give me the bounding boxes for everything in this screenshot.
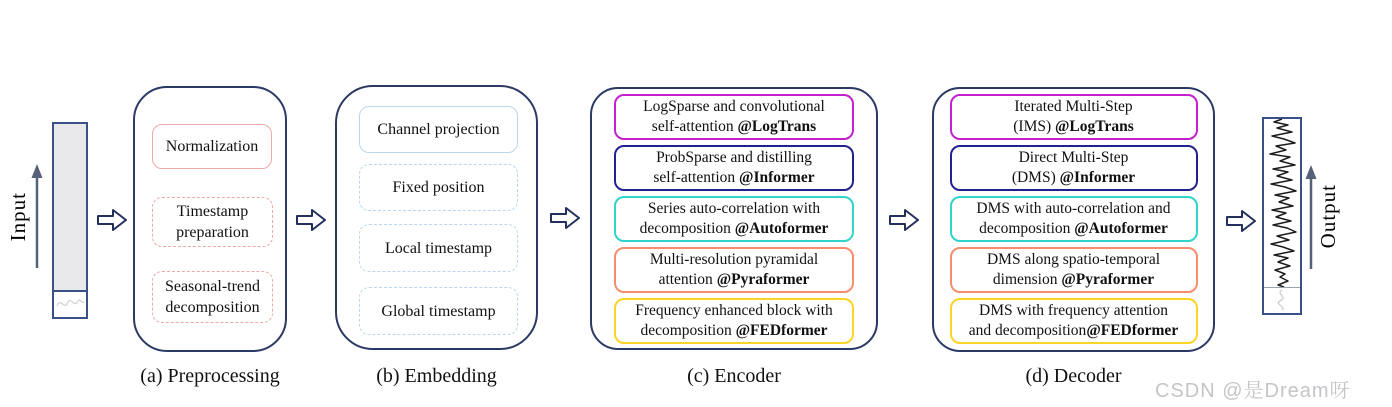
- caption-preprocessing: (a) Preprocessing: [140, 365, 280, 387]
- embedding-item-local-timestamp: [359, 224, 518, 272]
- item-line2: [993, 270, 1154, 290]
- stage-encoder: [590, 87, 878, 350]
- input-forecast-window: [54, 290, 86, 317]
- model-name: @Autoformer: [734, 220, 829, 237]
- item-label: Local timestamp: [384, 239, 493, 257]
- stage-preprocessing: [133, 86, 287, 352]
- stage-embedding: [335, 85, 538, 350]
- item-line2: [640, 321, 827, 341]
- model-name: @Informer: [739, 169, 815, 186]
- encoder-item-pyraformer: [614, 247, 854, 293]
- item-line2-text: decomposition: [639, 220, 735, 237]
- item-line2: [1012, 168, 1135, 188]
- preprocessing-item-timestamp-preparation: [152, 197, 273, 247]
- flow-arrow-icon: [550, 205, 580, 231]
- output-waveform-icon: [1265, 119, 1300, 287]
- item-label: Channel projection: [377, 121, 500, 138]
- item-line2-text: (IMS): [1013, 118, 1056, 135]
- flow-arrow-icon: [1226, 208, 1256, 234]
- encoder-item-informer: [614, 145, 854, 191]
- item-line2-text: dimension: [992, 271, 1062, 288]
- decoder-item-autoformer: [950, 196, 1198, 242]
- flow-arrow-icon: [296, 207, 326, 233]
- item-line1: Series auto-correlation with: [647, 200, 821, 217]
- encoder-item-autoformer: [614, 196, 854, 242]
- item-line1: Multi-resolution pyramidal: [649, 251, 819, 268]
- model-name: @FEDformer: [1086, 322, 1179, 339]
- item-line2-text: self-attention: [653, 169, 740, 186]
- preprocessing-item-normalization: [152, 124, 272, 169]
- preprocessing-item-seasonal-trend-decomposition: [152, 271, 273, 323]
- item-label: Global timestamp: [381, 302, 496, 320]
- input-direction-arrow-icon: [30, 164, 44, 270]
- model-name: @LogTrans: [737, 118, 817, 135]
- model-name: @Pyraformer: [1061, 271, 1155, 288]
- csdn-watermark: CSDN @是Dream呀: [1155, 380, 1351, 402]
- embedding-item-channel-projection: [359, 106, 518, 153]
- faint-series-squiggle-icon: [1267, 289, 1298, 311]
- item-line1: Iterated Multi-Step: [1014, 98, 1133, 115]
- embedding-item-fixed-position: [359, 164, 518, 211]
- input-series-rect: [52, 122, 88, 319]
- caption-embedding: (b) Embedding: [376, 365, 497, 387]
- encoder-item-logtrans: [614, 94, 854, 140]
- faint-series-squiggle-icon: [54, 293, 85, 314]
- item-line2-text: and decomposition: [968, 322, 1087, 339]
- item-line1: LogSparse and convolutional: [643, 98, 825, 115]
- item-line1: DMS along spatio-temporal: [986, 251, 1161, 268]
- caption-encoder: (c) Encoder: [687, 365, 781, 387]
- item-line1: DMS with auto-correlation and: [976, 200, 1171, 217]
- item-line2: [979, 219, 1168, 239]
- item-line1: DMS with frequency attention: [979, 302, 1168, 319]
- encoder-item-fedformer: [614, 298, 854, 344]
- decoder-item-informer: [950, 145, 1198, 191]
- item-label: Timestamp preparation: [176, 203, 249, 241]
- item-line1: Direct Multi-Step: [1018, 149, 1129, 166]
- item-line2-text: decomposition: [979, 220, 1075, 237]
- model-name: @Informer: [1059, 169, 1136, 186]
- output-label: Output: [1316, 184, 1340, 249]
- item-line2-text: attention: [658, 271, 717, 288]
- decoder-item-pyraformer: [950, 247, 1198, 293]
- flow-arrow-icon: [97, 207, 127, 233]
- model-name: @FEDformer: [735, 322, 828, 339]
- model-name: @Pyraformer: [716, 271, 810, 288]
- item-line2-text: self-attention: [651, 118, 738, 135]
- item-label: Fixed position: [392, 179, 485, 196]
- decoder-item-logtrans: [950, 94, 1198, 140]
- item-line2: [1013, 117, 1134, 137]
- decoder-item-fedformer: [950, 298, 1198, 344]
- stage-decoder: [932, 87, 1215, 352]
- item-line1: Frequency enhanced block with: [635, 302, 833, 319]
- item-line2: [652, 117, 816, 137]
- output-series-rect: [1262, 117, 1302, 315]
- model-name: @LogTrans: [1055, 118, 1134, 135]
- caption-decoder: (d) Decoder: [1025, 365, 1122, 387]
- embedding-item-global-timestamp: [359, 287, 518, 335]
- output-forecast-window: [1264, 287, 1300, 313]
- item-line1: ProbSparse and distilling: [656, 149, 812, 166]
- model-name: @Autoformer: [1074, 220, 1168, 237]
- item-line2: [653, 168, 814, 188]
- input-label: Input: [6, 192, 30, 242]
- flow-arrow-icon: [889, 207, 919, 233]
- item-line2: [969, 321, 1178, 341]
- item-label: Seasonal-trend decomposition: [164, 278, 261, 316]
- item-line2-text: decomposition: [640, 322, 736, 339]
- item-line2: [659, 270, 810, 290]
- item-line2-text: (DMS): [1011, 169, 1060, 186]
- item-line2: [640, 219, 829, 239]
- item-label: Normalization: [165, 138, 259, 155]
